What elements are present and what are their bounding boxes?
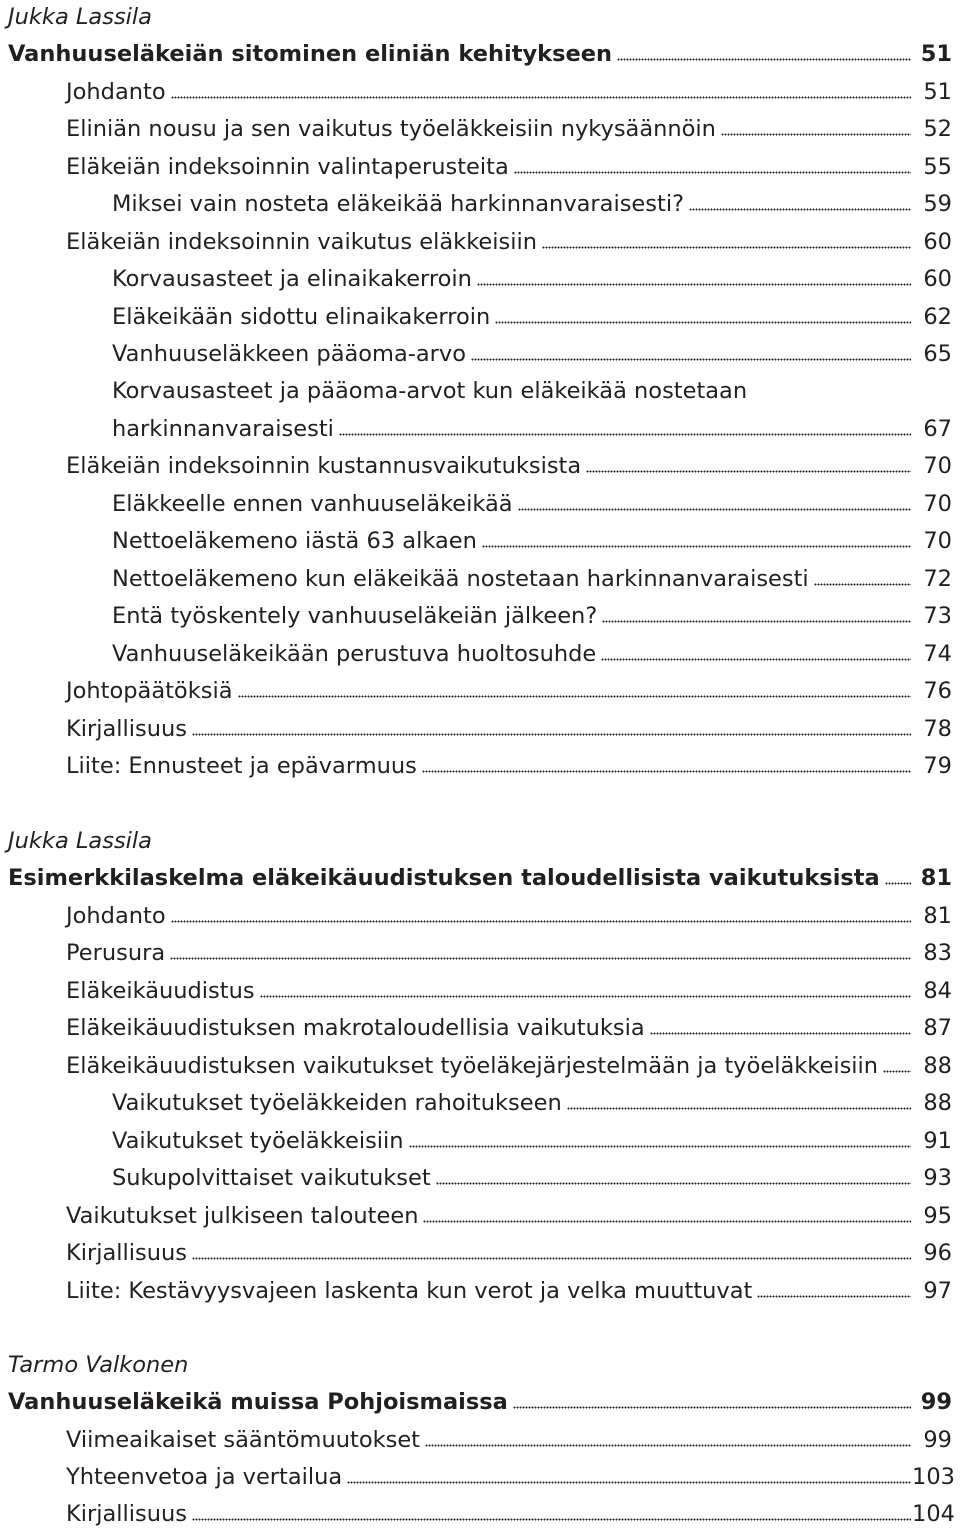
dot-leader [689, 208, 911, 211]
chapter-title: Vanhuuseläkeikä muissa Pohjoismaissa [8, 1389, 508, 1415]
dot-leader [477, 283, 911, 286]
entry-title: Kirjallisuus [66, 1501, 188, 1527]
dot-leader [814, 583, 911, 586]
chapter-entry [0, 39, 960, 69]
entry-title: Liite: Ennusteet ja epävarmuus [66, 753, 417, 779]
page-number: 104 [912, 1501, 955, 1527]
toc-subentry [0, 601, 960, 631]
toc-subentry [0, 564, 960, 594]
toc-entry [0, 1425, 960, 1455]
page-number: 70 [923, 453, 952, 479]
toc-entry [0, 1051, 960, 1081]
toc-entry [0, 1201, 960, 1231]
page-number: 87 [923, 1015, 952, 1041]
entry-title: Miksei vain nosteta eläkeikää harkinnanvaraisesti? [112, 191, 685, 217]
dot-leader [721, 133, 911, 136]
page-number: 88 [923, 1090, 952, 1116]
chapter-entry [0, 1387, 960, 1417]
dot-leader [425, 1444, 911, 1447]
entry-title-first-line: Korvausasteet ja pääoma-arvot kun eläkeikää nostetaan [112, 378, 748, 404]
page-number: 52 [923, 116, 952, 142]
dot-leader [567, 1107, 911, 1110]
entry-title: Vaikutukset työeläkkeiden rahoitukseen [112, 1090, 562, 1116]
dot-leader [409, 1145, 911, 1148]
toc-subentry [0, 339, 960, 369]
dot-leader [883, 1070, 911, 1073]
entry-title: Vaikutukset julkiseen talouteen [66, 1203, 419, 1229]
entry-title: Johdanto [66, 79, 166, 105]
entry-title: Eläkeikään sidottu elinaikakerroin [112, 304, 491, 330]
toc-entry [0, 227, 960, 257]
toc-entry [0, 77, 960, 107]
toc-entry [0, 676, 960, 706]
entry-title: Eläkeiän indeksoinnin kustannusvaikutuksista [66, 453, 582, 479]
toc-entry [0, 938, 960, 968]
entry-title: Nettoeläkemeno kun eläkeikää nostetaan harkinnanvaraisesti [112, 566, 809, 592]
toc-subentry [0, 302, 960, 332]
author-name: Tarmo Valkonen [8, 1352, 189, 1378]
toc-entry [0, 1499, 960, 1529]
dot-leader [192, 1257, 911, 1260]
page-number: 60 [923, 266, 952, 292]
page-number: 73 [923, 603, 952, 629]
toc-subentry [0, 264, 960, 294]
toc-entry [0, 1238, 960, 1268]
page-number: 103 [912, 1464, 955, 1490]
dot-leader [192, 733, 911, 736]
toc-entry [0, 114, 960, 144]
entry-title: Liite: Kestävyysvajeen laskenta kun verot ja velka muuttuvat [66, 1278, 753, 1304]
entry-title: Korvausasteet ja elinaikakerroin [112, 266, 472, 292]
dot-leader [436, 1182, 911, 1185]
toc-subentry [0, 1088, 960, 1118]
entry-title: Eläkeikäuudistuksen makrotaloudellisia vaikutuksia [66, 1015, 645, 1041]
entry-title: Eläkeikäuudistus [66, 978, 255, 1004]
page-number: 70 [923, 491, 952, 517]
page-number: 99 [920, 1389, 952, 1415]
entry-title: Eliniän nousu ja sen vaikutus työeläkkeisiin nykysäännöin [66, 116, 716, 142]
entry-title: Eläkeiän indeksoinnin valintaperusteita [66, 154, 509, 180]
dot-leader [471, 358, 911, 361]
page-number: 78 [923, 716, 952, 742]
chapter-title: Esimerkkilaskelma eläkeikäuudistuksen taloudellisista vaikutuksista [8, 865, 880, 891]
toc-entry [0, 1013, 960, 1043]
entry-title: Viimeaikaiset sääntömuutokset [66, 1427, 421, 1453]
toc-subentry [0, 189, 960, 219]
page-number: 97 [923, 1278, 952, 1304]
toc-entry [0, 451, 960, 481]
entry-title: Nettoeläkemeno iästä 63 alkaen [112, 528, 477, 554]
toc-entry [0, 152, 960, 182]
toc-subentry [0, 414, 960, 444]
toc-entry [0, 751, 960, 781]
dot-leader [602, 620, 911, 623]
entry-title: harkinnanvaraisesti [112, 416, 334, 442]
dot-leader [885, 882, 911, 885]
page-number: 81 [923, 903, 952, 929]
dot-leader [482, 545, 911, 548]
dot-leader [171, 920, 911, 923]
entry-title: Kirjallisuus [66, 1240, 188, 1266]
toc-subentry [0, 1126, 960, 1156]
dot-leader [617, 58, 911, 61]
page-number: 59 [923, 191, 952, 217]
page-number: 74 [923, 641, 952, 667]
entry-title: Yhteenvetoa ja vertailua [66, 1464, 343, 1490]
page-number: 83 [923, 940, 952, 966]
author-name: Jukka Lassila [8, 4, 152, 30]
dot-leader [339, 433, 911, 436]
author-name: Jukka Lassila [8, 828, 152, 854]
dot-leader [238, 695, 912, 698]
chapter-title: Vanhuuseläkeiän sitominen eliniän kehitykseen [8, 41, 613, 67]
dot-leader [171, 96, 911, 99]
dot-leader [170, 957, 911, 960]
page-number: 70 [923, 528, 952, 554]
entry-title: Johdanto [66, 903, 166, 929]
page-number: 91 [923, 1128, 952, 1154]
entry-title: Eläkeiän indeksoinnin vaikutus eläkkeisiin [66, 229, 537, 255]
page-number: 55 [923, 154, 952, 180]
toc-entry [0, 1276, 960, 1306]
dot-leader [586, 470, 911, 473]
entry-title: Vaikutukset työeläkkeisiin [112, 1128, 404, 1154]
page-number: 72 [923, 566, 952, 592]
page-number: 67 [923, 416, 952, 442]
dot-leader [514, 171, 911, 174]
entry-title: Vanhuuseläkeikään perustuva huoltosuhde [112, 641, 597, 667]
page-number: 95 [923, 1203, 952, 1229]
dot-leader [601, 658, 911, 661]
dot-leader [347, 1481, 911, 1484]
toc-subentry [0, 1163, 960, 1193]
dot-leader [422, 770, 911, 773]
entry-title: Sukupolvittaiset vaikutukset [112, 1165, 431, 1191]
page-number: 51 [923, 79, 952, 105]
entry-title: Johtopäätöksiä [66, 678, 233, 704]
dot-leader [513, 1406, 911, 1409]
page-number: 65 [923, 341, 952, 367]
dot-leader [260, 995, 911, 998]
entry-title: Vanhuuseläkkeen pääoma-arvo [112, 341, 467, 367]
page-number: 51 [920, 41, 952, 67]
dot-leader [423, 1220, 911, 1223]
dot-leader [650, 1032, 911, 1035]
entry-title: Perusura [66, 940, 166, 966]
dot-leader [192, 1518, 911, 1521]
toc-subentry [0, 526, 960, 556]
page-number: 88 [923, 1053, 952, 1079]
page-number: 79 [923, 753, 952, 779]
chapter-entry [0, 863, 960, 893]
dot-leader [542, 246, 911, 249]
page-number: 81 [920, 865, 952, 891]
dot-leader [495, 321, 911, 324]
entry-title: Eläkkeelle ennen vanhuuseläkeikää [112, 491, 513, 517]
entry-title: Kirjallisuus [66, 716, 188, 742]
page-number: 84 [923, 978, 952, 1004]
toc-entry [0, 1462, 960, 1492]
page-number: 96 [923, 1240, 952, 1266]
page-number: 76 [923, 678, 952, 704]
dot-leader [757, 1295, 911, 1298]
toc-subentry [0, 639, 960, 669]
dot-leader [518, 508, 911, 511]
page-number: 93 [923, 1165, 952, 1191]
toc-entry [0, 714, 960, 744]
toc-subentry [0, 489, 960, 519]
entry-title: Eläkeikäuudistuksen vaikutukset työeläkejärjestelmään ja työeläkkeisiin [66, 1053, 879, 1079]
page-number: 60 [923, 229, 952, 255]
page-number: 62 [923, 304, 952, 330]
toc-entry [0, 976, 960, 1006]
page-number: 99 [923, 1427, 952, 1453]
toc-entry [0, 901, 960, 931]
entry-title: Entä työskentely vanhuuseläkeiän jälkeen? [112, 603, 598, 629]
